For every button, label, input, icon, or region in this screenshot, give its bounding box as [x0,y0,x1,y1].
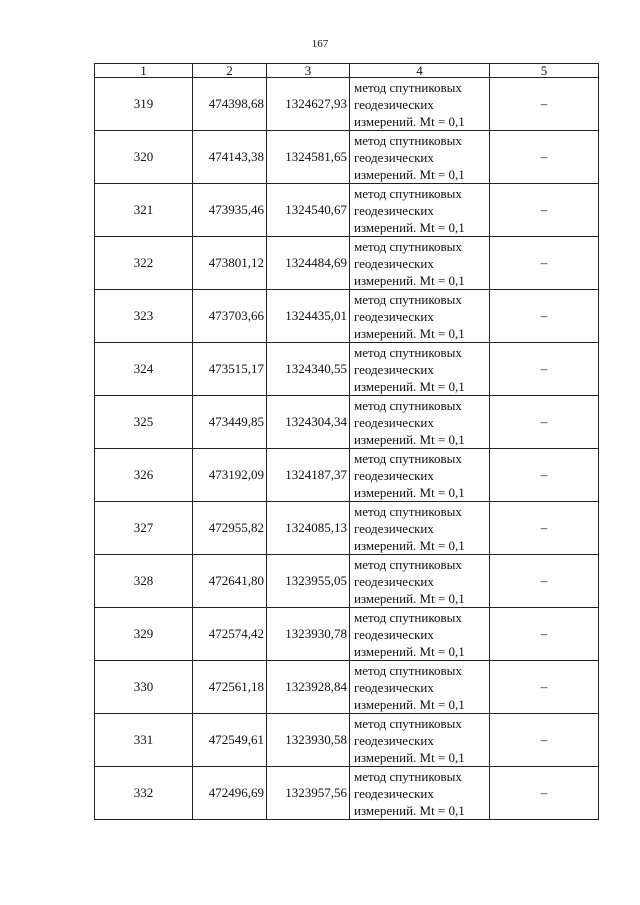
method-line-3: измерений. Mt = 0,1 [354,272,465,288]
method-line-3: измерений. Mt = 0,1 [354,484,465,500]
point-number-cell: 327 [95,502,193,555]
point-number-cell: 322 [95,237,193,290]
method-cell [350,449,490,502]
point-number-cell: 330 [95,661,193,714]
table-row [95,184,599,237]
table-row [95,608,599,661]
table-body [95,78,599,820]
method-line-3: измерений. Mt = 0,1 [354,431,465,447]
method-line-1: метод спутниковых [354,556,462,572]
column-5-cell: – [490,502,599,555]
column-header-3: 3 [267,64,350,78]
method-line-2: геодезических [354,149,434,165]
method-line-1: метод спутниковых [354,132,462,148]
method-line-2: геодезических [354,520,434,536]
column-5-cell: – [490,449,599,502]
column-5-cell: – [490,396,599,449]
method-line-3: измерений. Mt = 0,1 [354,802,465,818]
method-line-3: измерений. Mt = 0,1 [354,219,465,235]
method-line-3: измерений. Mt = 0,1 [354,643,465,659]
x-coordinate-cell: 472955,82 [193,502,267,555]
method-line-2: геодезических [354,202,434,218]
table-row [95,502,599,555]
y-coordinate-cell: 1324581,65 [267,131,350,184]
y-coordinate-cell: 1323930,78 [267,608,350,661]
y-coordinate-cell: 1324304,34 [267,396,350,449]
column-5-cell: – [490,184,599,237]
x-coordinate-cell: 472641,80 [193,555,267,608]
x-coordinate-cell: 472561,18 [193,661,267,714]
table-row [95,343,599,396]
point-number-cell: 321 [95,184,193,237]
page-number: 167 [311,38,329,50]
column-5-cell: – [490,131,599,184]
x-coordinate-cell: 473935,46 [193,184,267,237]
point-number-cell: 323 [95,290,193,343]
method-line-3: измерений. Mt = 0,1 [354,749,465,765]
method-line-2: геодезических [354,732,434,748]
method-line-1: метод спутниковых [354,503,462,519]
method-cell [350,131,490,184]
column-header-5: 5 [490,64,599,78]
method-line-1: метод спутниковых [354,238,462,254]
coordinates-table [94,63,599,820]
point-number-cell: 332 [95,767,193,820]
method-line-3: измерений. Mt = 0,1 [354,113,465,129]
y-coordinate-cell: 1324187,37 [267,449,350,502]
method-cell [350,555,490,608]
point-number-cell: 328 [95,555,193,608]
table-row [95,237,599,290]
method-cell [350,767,490,820]
x-coordinate-cell: 472549,61 [193,714,267,767]
method-line-2: геодезических [354,679,434,695]
point-number-cell: 325 [95,396,193,449]
method-line-3: измерений. Mt = 0,1 [354,166,465,182]
method-line-2: геодезических [354,785,434,801]
method-cell [350,396,490,449]
method-cell [350,343,490,396]
method-line-2: геодезических [354,96,434,112]
column-5-cell: – [490,714,599,767]
point-number-cell: 319 [95,78,193,131]
column-header-1: 1 [95,64,193,78]
method-line-1: метод спутниковых [354,450,462,466]
x-coordinate-cell: 473801,12 [193,237,267,290]
x-coordinate-cell: 473449,85 [193,396,267,449]
x-coordinate-cell: 474143,38 [193,131,267,184]
table-header-row [95,64,599,78]
method-line-2: геодезических [354,626,434,642]
point-number-cell: 326 [95,449,193,502]
table-row [95,714,599,767]
method-cell [350,661,490,714]
method-line-1: метод спутниковых [354,397,462,413]
y-coordinate-cell: 1323930,58 [267,714,350,767]
x-coordinate-cell: 474398,68 [193,78,267,131]
point-number-cell: 324 [95,343,193,396]
column-5-cell: – [490,78,599,131]
column-5-cell: – [490,343,599,396]
method-line-3: измерений. Mt = 0,1 [354,696,465,712]
table-row [95,78,599,131]
x-coordinate-cell: 473703,66 [193,290,267,343]
method-line-1: метод спутниковых [354,768,462,784]
method-line-1: метод спутниковых [354,715,462,731]
method-line-3: измерений. Mt = 0,1 [354,537,465,553]
column-5-cell: – [490,608,599,661]
column-5-cell: – [490,555,599,608]
method-line-2: геодезических [354,308,434,324]
method-line-1: метод спутниковых [354,185,462,201]
column-5-cell: – [490,290,599,343]
y-coordinate-cell: 1324627,93 [267,78,350,131]
column-5-cell: – [490,661,599,714]
table-row [95,555,599,608]
column-header-4: 4 [350,64,490,78]
y-coordinate-cell: 1323928,84 [267,661,350,714]
method-line-1: метод спутниковых [354,79,462,95]
table-row [95,396,599,449]
column-header-2: 2 [193,64,267,78]
method-line-1: метод спутниковых [354,662,462,678]
method-line-2: геодезических [354,361,434,377]
method-line-2: геодезических [354,414,434,430]
y-coordinate-cell: 1323955,05 [267,555,350,608]
method-line-1: метод спутниковых [354,291,462,307]
y-coordinate-cell: 1324540,67 [267,184,350,237]
method-line-3: измерений. Mt = 0,1 [354,590,465,606]
method-line-3: измерений. Mt = 0,1 [354,378,465,394]
x-coordinate-cell: 473192,09 [193,449,267,502]
method-line-2: геодезических [354,467,434,483]
table-row [95,131,599,184]
point-number-cell: 320 [95,131,193,184]
x-coordinate-cell: 472496,69 [193,767,267,820]
y-coordinate-cell: 1324340,55 [267,343,350,396]
point-number-cell: 331 [95,714,193,767]
method-line-3: измерений. Mt = 0,1 [354,325,465,341]
method-cell [350,714,490,767]
method-line-2: геодезических [354,573,434,589]
method-cell [350,608,490,661]
table-row [95,767,599,820]
method-line-1: метод спутниковых [354,609,462,625]
x-coordinate-cell: 473515,17 [193,343,267,396]
y-coordinate-cell: 1324085,13 [267,502,350,555]
y-coordinate-cell: 1324484,69 [267,237,350,290]
method-cell [350,290,490,343]
column-5-cell: – [490,237,599,290]
column-5-cell: – [490,767,599,820]
method-cell [350,184,490,237]
table-row [95,661,599,714]
method-cell [350,237,490,290]
y-coordinate-cell: 1324435,01 [267,290,350,343]
method-cell [350,502,490,555]
point-number-cell: 329 [95,608,193,661]
table-row [95,449,599,502]
y-coordinate-cell: 1323957,56 [267,767,350,820]
method-line-1: метод спутниковых [354,344,462,360]
table-row [95,290,599,343]
x-coordinate-cell: 472574,42 [193,608,267,661]
method-cell [350,78,490,131]
method-line-2: геодезических [354,255,434,271]
